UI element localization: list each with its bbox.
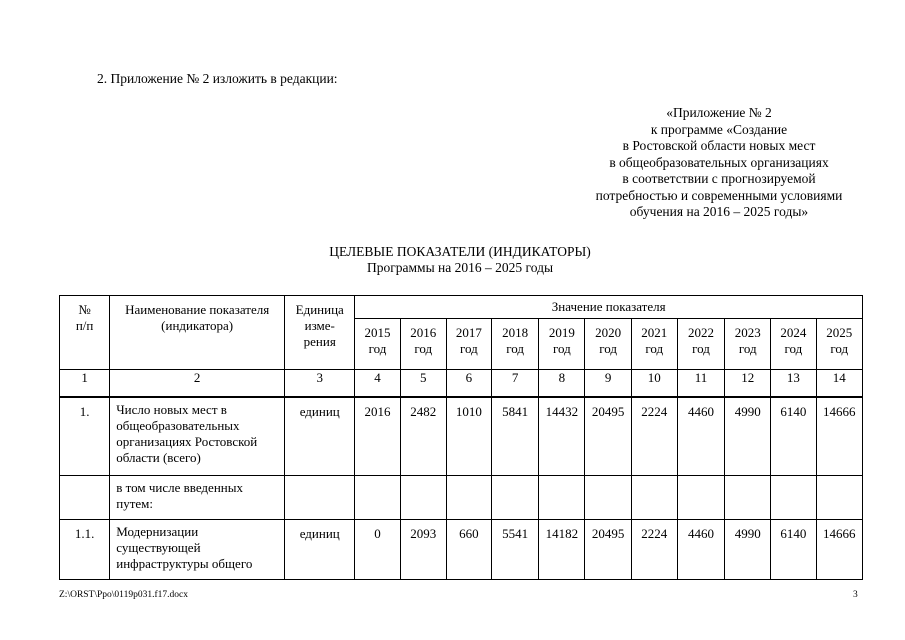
value-cell: 20495 xyxy=(585,519,631,579)
column-number: 9 xyxy=(585,370,631,398)
value-cell: 660 xyxy=(446,519,491,579)
value-cell: 2482 xyxy=(400,397,446,475)
value-cell xyxy=(355,475,400,519)
table-row xyxy=(60,397,863,475)
year-header-cell: 2020 год xyxy=(585,319,631,370)
value-cell xyxy=(492,475,539,519)
appendix-reference xyxy=(578,105,860,221)
value-cell: 0 xyxy=(355,519,400,579)
value-cell: 2016 xyxy=(355,397,400,475)
value-cell xyxy=(539,475,585,519)
header-name: Наименование показателя (индикатора) xyxy=(110,296,285,370)
value-cell: 4460 xyxy=(677,519,724,579)
value-cell: 2224 xyxy=(631,397,677,475)
year-header-cell: 2017 год xyxy=(446,319,491,370)
year-header-cell: 2022 год xyxy=(677,319,724,370)
value-cell: 14666 xyxy=(816,519,862,579)
value-cell: 1010 xyxy=(446,397,491,475)
footer-file-path: Z:\ORST\Ppo\0119p031.f17.docx xyxy=(59,590,188,600)
indicator-name: Модернизации существующей инфраструктуры общего xyxy=(110,519,285,579)
year-header-cell: 2018 год xyxy=(492,319,539,370)
appendix-line: к программе «Создание xyxy=(650,121,788,137)
column-number: 13 xyxy=(771,370,816,398)
year-header-cell: 2019 год xyxy=(539,319,585,370)
header-unit: Единица изме- рения xyxy=(285,296,355,370)
row-number xyxy=(60,475,110,519)
appendix-line: в общеобразовательных организациях xyxy=(609,154,829,170)
unit-cell: единиц xyxy=(285,397,355,475)
row-number: 1. xyxy=(60,397,110,475)
header-row xyxy=(60,296,863,319)
year-header-cell: 2024 год xyxy=(771,319,816,370)
value-cell xyxy=(725,475,771,519)
column-number: 10 xyxy=(631,370,677,398)
column-number: 5 xyxy=(400,370,446,398)
value-cell xyxy=(631,475,677,519)
value-cell xyxy=(771,475,816,519)
page-number: 3 xyxy=(853,590,858,600)
column-number: 8 xyxy=(539,370,585,398)
value-cell: 5841 xyxy=(492,397,539,475)
value-cell xyxy=(400,475,446,519)
year-header-cell: 2023 год xyxy=(725,319,771,370)
year-header-cell: 2016 год xyxy=(400,319,446,370)
column-number: 4 xyxy=(355,370,400,398)
indicator-name: в том числе введенных путем: xyxy=(110,475,285,519)
value-cell: 4990 xyxy=(725,397,771,475)
value-cell: 5541 xyxy=(492,519,539,579)
column-number: 11 xyxy=(677,370,724,398)
title-line-1: ЦЕЛЕВЫЕ ПОКАЗАТЕЛИ (ИНДИКАТОРЫ) xyxy=(329,244,591,259)
value-cell: 4990 xyxy=(725,519,771,579)
unit-cell: единиц xyxy=(285,519,355,579)
table-row xyxy=(60,519,863,579)
appendix-line: в соответствии с прогнозируемой xyxy=(622,171,816,186)
column-number: 7 xyxy=(492,370,539,398)
value-cell xyxy=(816,475,862,519)
appendix-line: потребностью и современными условиями xyxy=(595,187,843,203)
column-number-row xyxy=(60,370,863,398)
column-number: 6 xyxy=(446,370,491,398)
column-number: 1 xyxy=(60,370,110,398)
column-number: 3 xyxy=(285,370,355,398)
value-cell: 4460 xyxy=(677,397,724,475)
year-header-cell: 2021 год xyxy=(631,319,677,370)
year-header-cell: 2015 год xyxy=(355,319,400,370)
header-value-group: Значение показателя xyxy=(355,296,863,319)
document-title xyxy=(300,244,620,276)
unit-cell xyxy=(285,475,355,519)
appendix-line: «Приложение № 2 xyxy=(666,105,772,120)
value-cell xyxy=(446,475,491,519)
value-cell: 14666 xyxy=(816,397,862,475)
year-header-cell: 2025 год xyxy=(816,319,862,370)
value-cell: 14182 xyxy=(539,519,585,579)
column-number: 14 xyxy=(816,370,862,398)
header-no: № п/п xyxy=(60,296,110,370)
value-cell: 6140 xyxy=(771,519,816,579)
appendix-line: обучения на 2016 – 2025 годы» xyxy=(629,204,809,219)
row-number: 1.1. xyxy=(60,519,110,579)
column-number: 2 xyxy=(110,370,285,398)
value-cell: 2093 xyxy=(400,519,446,579)
table-row xyxy=(60,475,863,519)
value-cell: 20495 xyxy=(585,397,631,475)
title-line-2: Программы на 2016 – 2025 годы xyxy=(366,260,554,275)
intro-paragraph: 2. Приложение № 2 изложить в редакции: xyxy=(97,71,338,86)
indicator-name: Число новых мест в общеобразовательных организациях Ростовской области (всего) xyxy=(110,397,285,475)
value-cell: 2224 xyxy=(631,519,677,579)
appendix-line: в Ростовской области новых мест xyxy=(622,138,816,153)
value-cell: 6140 xyxy=(771,397,816,475)
value-cell xyxy=(585,475,631,519)
indicators-table xyxy=(59,295,863,580)
column-number: 12 xyxy=(725,370,771,398)
value-cell xyxy=(677,475,724,519)
value-cell: 14432 xyxy=(539,397,585,475)
